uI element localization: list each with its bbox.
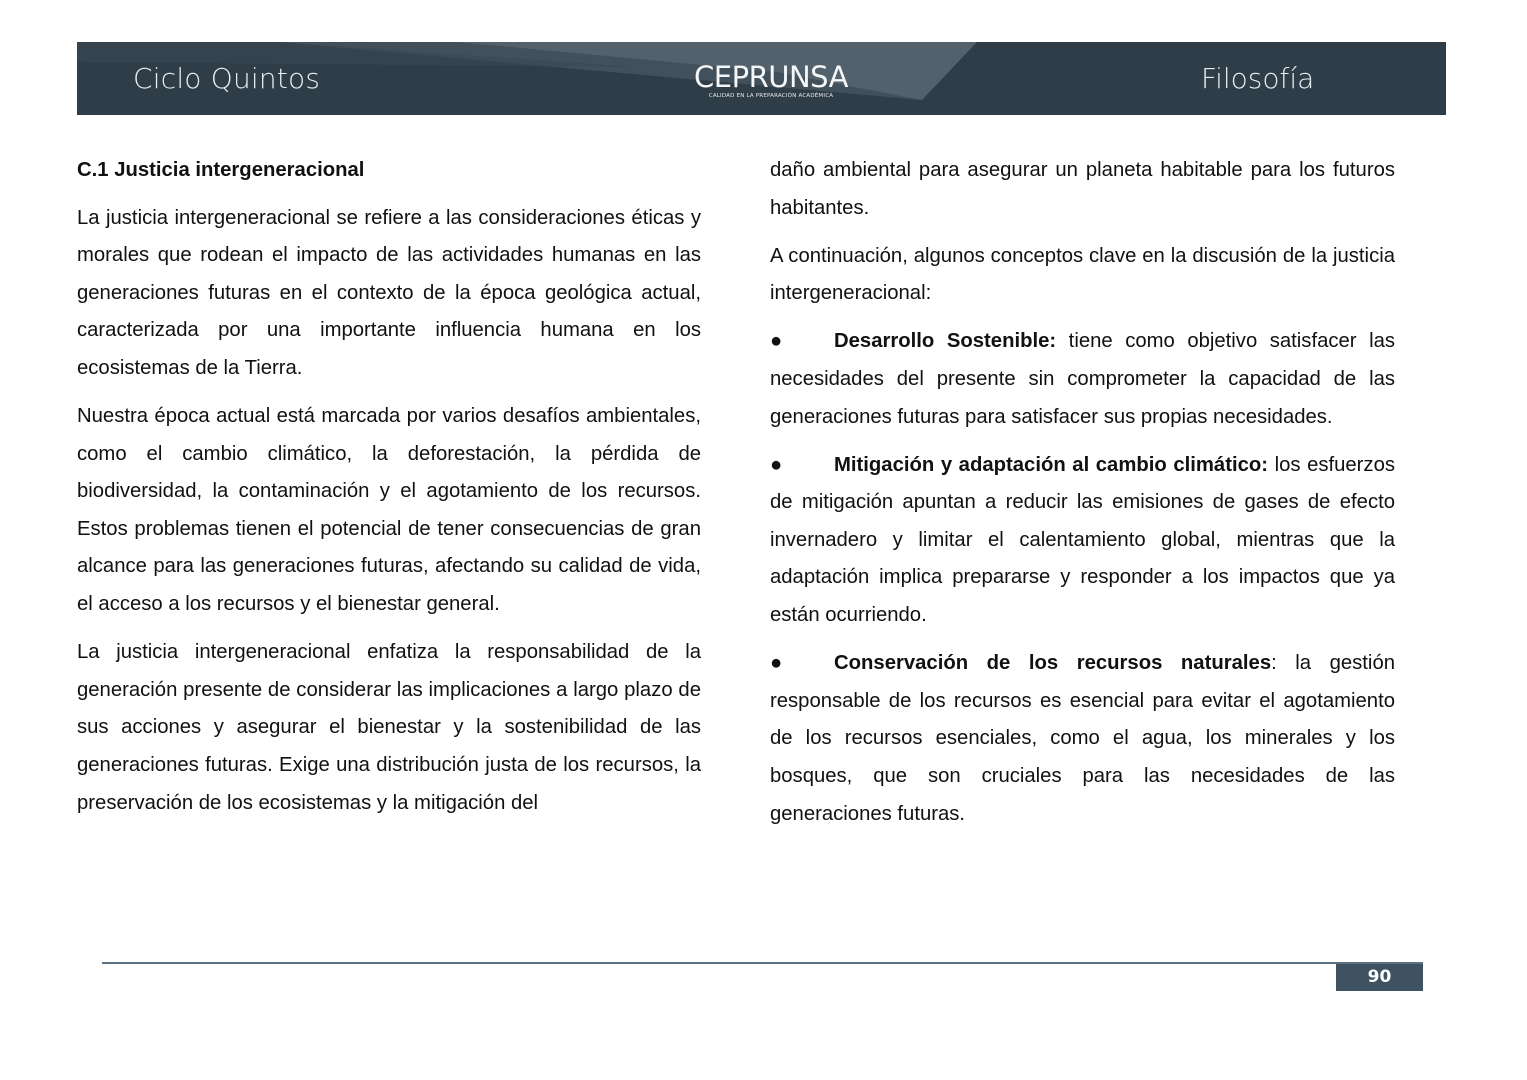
logo-tagline: CALIDAD EN LA PREPARACIÓN ACADÉMICA	[708, 93, 834, 99]
bullet-text: : la gestión responsable de los recursos es esencial para evitar el agotamiento de los recursos esenciales, como el agua, los minerales y los bosques, que son cruciales para las necesidades de las generaciones futuras.	[770, 652, 1396, 825]
logo-wordmark: CEPRUNSA	[694, 60, 848, 94]
paragraph: daño ambiental para asegurar un planeta habitable para los futuros habitantes.	[770, 159, 1395, 219]
left-column	[77, 152, 701, 833]
bullet-item	[770, 323, 1395, 436]
page-header-band	[77, 42, 1446, 115]
bullet-item	[770, 447, 1395, 635]
footer-divider	[102, 962, 1423, 964]
bullet-term: Mitigación y adaptación al cambio climático:	[834, 453, 1269, 476]
paragraph: La justicia intergeneracional se refiere a las consideraciones éticas y morales que rodean el impacto de las actividades humanas en las generaciones futuras en el contexto de la época geológica actual, caracterizada por una importante influencia humana en los ecosistemas de la Tierra.	[77, 206, 701, 379]
bullet-icon: ●	[770, 453, 783, 476]
paragraph: La justicia intergeneracional enfatiza la responsabilidad de la generación presente de considerar las implicaciones a largo plazo de sus acciones y asegurar el bienestar y la sostenibilidad de las generaciones futuras. Exige una distribución justa de los recursos, la preservación de los ecosistemas y la mitigación del	[77, 641, 701, 814]
bullet-text: tiene como objetivo satisfacer las necesidades del presente sin comprometer la capacidad de las generaciones futuras para satisfacer sus propias necesidades.	[770, 330, 1395, 428]
right-column	[770, 152, 1395, 844]
paragraph: A continuación, algunos conceptos clave en la discusión de la justicia intergeneracional:	[770, 244, 1395, 305]
bullet-text: los esfuerzos de mitigación apuntan a reducir las emisiones de gases de efecto invernadero y limitar el calentamiento global, mientras que la adaptación implica prepararse y responder a los impactos que ya están ocurriendo.	[770, 453, 1395, 627]
bullet-icon: ●	[770, 330, 783, 353]
bullet-icon: ●	[770, 652, 783, 675]
section-heading: C.1 Justicia intergeneracional	[77, 159, 365, 181]
bullet-term: Desarrollo Sostenible:	[834, 330, 1057, 353]
bullet-item	[770, 645, 1395, 833]
course-cycle-title: Ciclo Quintos	[133, 62, 321, 95]
bullet-term: Conservación de los recursos naturales	[834, 652, 1272, 675]
subject-title: Filosofía	[1201, 62, 1315, 95]
ceprunsa-logo	[686, 62, 856, 99]
paragraph: Nuestra época actual está marcada por varios desafíos ambientales, como el cambio climático, la deforestación, la pérdida de biodiversidad, la contaminación y el agotamiento de los recursos. Estos problemas tienen el potencial de tener consecuencias de gran alcance para las generaciones futuras, afectando su calidad de vida, el acceso a los recursos y el bienestar general.	[77, 405, 701, 616]
page-number: 90	[1336, 964, 1423, 991]
